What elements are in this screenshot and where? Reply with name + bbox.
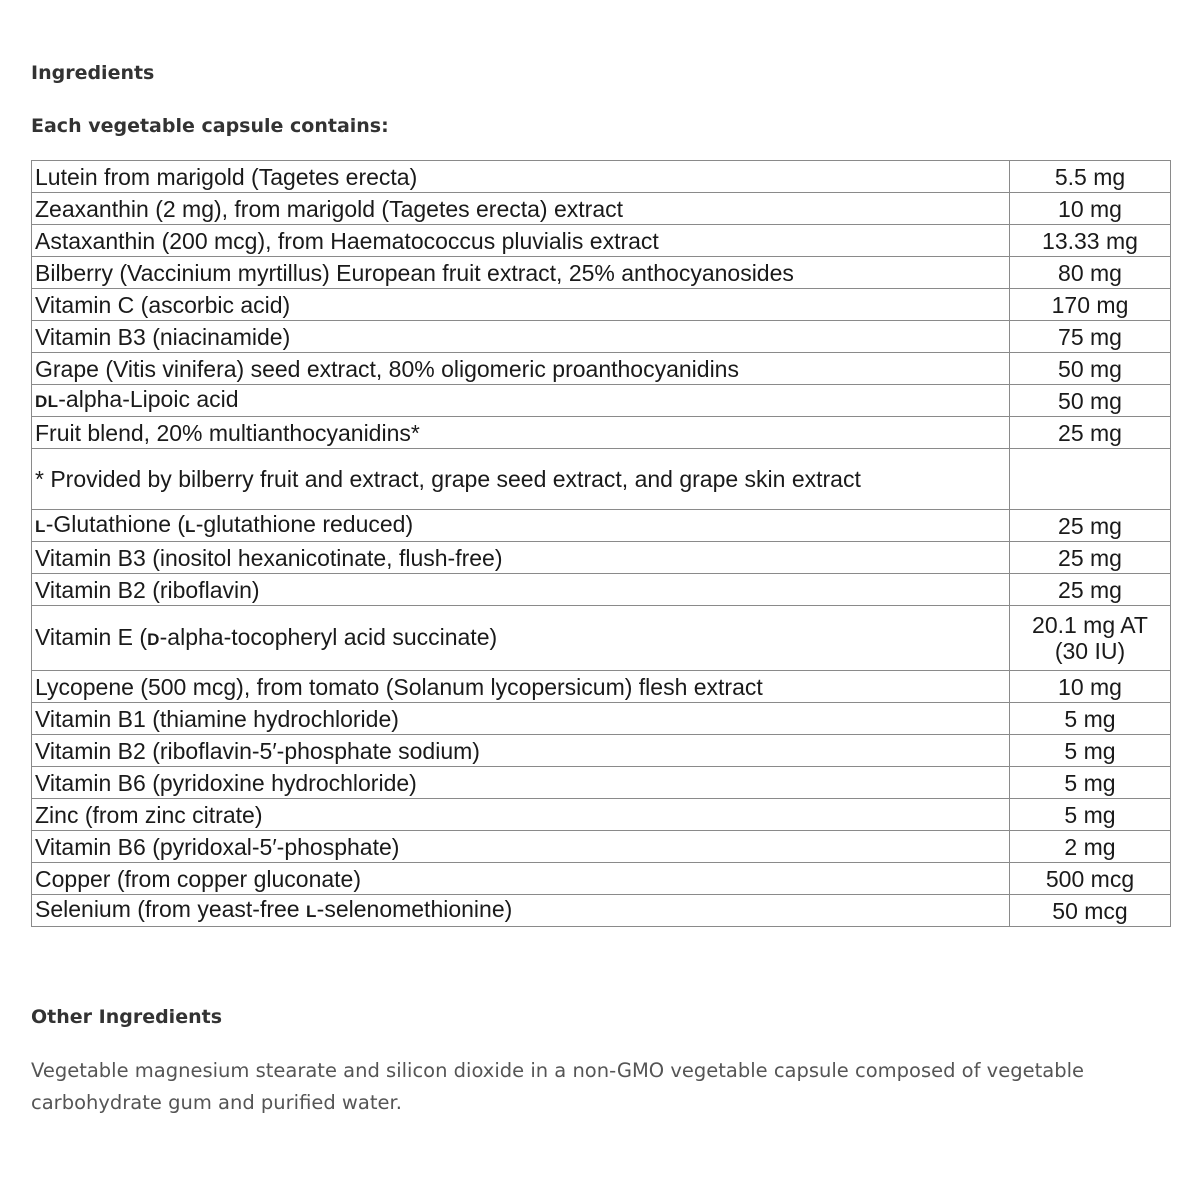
ingredient-name-text: -glutathione reduced) xyxy=(195,511,414,537)
table-row xyxy=(32,225,1171,257)
ingredient-amount: 50 mg xyxy=(1010,353,1171,385)
ingredient-name: Vitamin C (ascorbic acid) xyxy=(32,289,1010,321)
table-row xyxy=(32,831,1171,863)
ingredient-name xyxy=(32,895,1010,927)
ingredient-name-text: -selenomethionine) xyxy=(316,896,513,922)
ingredient-name xyxy=(32,606,1010,671)
table-row xyxy=(32,735,1171,767)
ingredient-name-text: Vitamin E ( xyxy=(35,623,148,650)
footnote-text: * Provided by bilberry fruit and extract, grape seed extract, and grape skin extract xyxy=(32,449,1010,510)
ingredient-name-text: -alpha-Lipoic acid xyxy=(58,386,239,412)
small-caps-prefix: L xyxy=(185,517,196,536)
ingredient-amount xyxy=(1010,449,1171,510)
ingredient-name: Bilberry (Vaccinium myrtillus) European fruit extract, 25% anthocyanosides xyxy=(32,257,1010,289)
ingredient-amount: 5 mg xyxy=(1010,799,1171,831)
ingredient-amount: 170 mg xyxy=(1010,289,1171,321)
ingredient-amount: 10 mg xyxy=(1010,671,1171,703)
ingredient-name: Grape (Vitis vinifera) seed extract, 80% oligomeric proanthocyanidins xyxy=(32,353,1010,385)
table-row xyxy=(32,289,1171,321)
table-row-footnote xyxy=(32,449,1171,510)
other-ingredients-text: Vegetable magnesium stearate and silicon dioxide in a non-GMO vegetable capsule composed of vegetable carbohydrate gum and purified water. xyxy=(31,1059,1084,1114)
ingredient-amount: 25 mg xyxy=(1010,510,1171,542)
ingredient-amount: 10 mg xyxy=(1010,193,1171,225)
table-row xyxy=(32,606,1171,671)
ingredient-amount: 13.33 mg xyxy=(1010,225,1171,257)
ingredient-amount: 25 mg xyxy=(1010,542,1171,574)
table-row xyxy=(32,321,1171,353)
ingredient-amount: 50 mg xyxy=(1010,385,1171,417)
ingredient-amount: 5.5 mg xyxy=(1010,161,1171,193)
table-row xyxy=(32,574,1171,606)
ingredient-name: Vitamin B6 (pyridoxal-5′-phosphate) xyxy=(32,831,1010,863)
other-ingredients-title: Other Ingredients xyxy=(31,1006,223,1028)
ingredient-name: Astaxanthin (200 mcg), from Haematococcus pluvialis extract xyxy=(32,225,1010,257)
table-row xyxy=(32,895,1171,927)
small-caps-prefix: L xyxy=(305,902,317,921)
amount-line: (30 IU) xyxy=(1054,638,1126,664)
table-heading: Each vegetable capsule contains: xyxy=(31,115,389,137)
table-row xyxy=(32,671,1171,703)
small-caps-prefix: DL xyxy=(35,392,59,411)
ingredient-amount: 25 mg xyxy=(1010,574,1171,606)
ingredient-name xyxy=(32,385,1010,417)
ingredient-amount: 75 mg xyxy=(1010,321,1171,353)
table-row xyxy=(32,417,1171,449)
table-row xyxy=(32,799,1171,831)
ingredient-amount: 25 mg xyxy=(1010,417,1171,449)
ingredient-name: Vitamin B3 (niacinamide) xyxy=(32,321,1010,353)
ingredient-name-text: -alpha-tocopheryl acid succinate) xyxy=(159,623,498,650)
ingredient-amount: 5 mg xyxy=(1010,767,1171,799)
table-row xyxy=(32,542,1171,574)
ingredients-table xyxy=(31,160,1171,927)
section-title: Ingredients xyxy=(31,62,155,84)
table-row xyxy=(32,257,1171,289)
ingredient-amount: 50 mcg xyxy=(1010,895,1171,927)
ingredient-amount xyxy=(1010,606,1171,671)
table-row xyxy=(32,193,1171,225)
amount-line: 20.1 mg AT xyxy=(1032,612,1148,638)
ingredient-name: Zinc (from zinc citrate) xyxy=(32,799,1010,831)
ingredient-name: Vitamin B2 (riboflavin) xyxy=(32,574,1010,606)
ingredient-amount: 5 mg xyxy=(1010,703,1171,735)
ingredient-name: Vitamin B2 (riboflavin-5′-phosphate sodium) xyxy=(32,735,1010,767)
ingredient-name xyxy=(32,510,1010,542)
table-row xyxy=(32,767,1171,799)
ingredient-name: Vitamin B3 (inositol hexanicotinate, flush-free) xyxy=(32,542,1010,574)
table-row xyxy=(32,703,1171,735)
ingredient-name-text: -Glutathione ( xyxy=(45,511,186,537)
ingredient-amount: 2 mg xyxy=(1010,831,1171,863)
table-row xyxy=(32,353,1171,385)
table-row xyxy=(32,385,1171,417)
ingredient-name: Lycopene (500 mcg), from tomato (Solanum lycopersicum) flesh extract xyxy=(32,671,1010,703)
ingredient-name: Vitamin B6 (pyridoxine hydrochloride) xyxy=(32,767,1010,799)
table-row xyxy=(32,161,1171,193)
ingredient-amount: 5 mg xyxy=(1010,735,1171,767)
ingredient-amount: 500 mcg xyxy=(1010,863,1171,895)
ingredient-name: Copper (from copper gluconate) xyxy=(32,863,1010,895)
ingredient-amount: 80 mg xyxy=(1010,257,1171,289)
small-caps-prefix: L xyxy=(35,517,46,536)
small-caps-prefix: D xyxy=(147,629,160,649)
ingredient-name: Vitamin B1 (thiamine hydrochloride) xyxy=(32,703,1010,735)
table-row xyxy=(32,510,1171,542)
ingredient-name-text: Selenium (from yeast-free xyxy=(35,896,306,922)
ingredient-name: Lutein from marigold (Tagetes erecta) xyxy=(32,161,1010,193)
ingredient-name: Zeaxanthin (2 mg), from marigold (Tagetes erecta) extract xyxy=(32,193,1010,225)
ingredient-name: Fruit blend, 20% multianthocyanidins* xyxy=(32,417,1010,449)
table-row xyxy=(32,863,1171,895)
